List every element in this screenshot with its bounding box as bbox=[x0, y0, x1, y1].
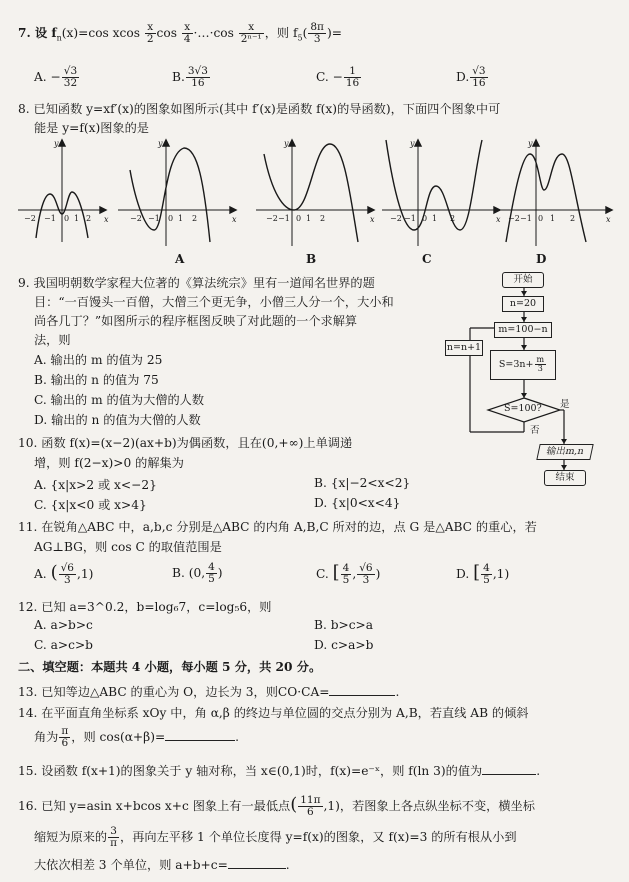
q8-line1: 8. 已知函数 y=xf′(x)的图象如图所示(其中 f′(x)是函数 f(x)的导函数)，下面四个图象中可 bbox=[18, 102, 501, 116]
q11-option-c: C. [ $\frac{4}{5}$ , $\frac{√6}{3}$ ) bbox=[316, 561, 381, 586]
q14-blank bbox=[165, 730, 235, 741]
flowchart-assign-m: m=100−n bbox=[494, 322, 552, 338]
svg-text:x: x bbox=[496, 215, 501, 224]
svg-text:y: y bbox=[284, 139, 289, 148]
q16-line1: 16. 已知 y=asin x+bcos x+c 图象上有一最低点( $\frac{11\pi}{6}$ ,1)，若图象上各点纵坐标不变，横坐标 bbox=[18, 793, 535, 818]
flowchart-init: n=20 bbox=[502, 296, 544, 312]
q8-label-a: A bbox=[175, 252, 185, 266]
svg-text:−1: −1 bbox=[404, 214, 416, 223]
q13-blank bbox=[329, 685, 395, 696]
q8-graph-b bbox=[256, 140, 374, 246]
q7-f5sub: 5 bbox=[297, 33, 303, 43]
svg-text:−1: −1 bbox=[278, 214, 290, 223]
svg-text:0: 0 bbox=[296, 214, 302, 223]
svg-text:−2: −2 bbox=[508, 214, 520, 223]
svg-text:2: 2 bbox=[86, 214, 92, 223]
q9-option-c: C. 输出的 m 的值为大僧的人数 bbox=[34, 393, 205, 407]
q12-option-a: A. a>b>c bbox=[34, 618, 93, 632]
svg-text:y: y bbox=[410, 139, 415, 148]
svg-text:1: 1 bbox=[178, 214, 184, 223]
q7-frac2: $\frac{x}{4}$ bbox=[183, 21, 191, 46]
flowchart-yes: 是 bbox=[560, 399, 570, 410]
svg-text:y: y bbox=[158, 139, 163, 148]
q11-line2: AG⊥BG，则 cos C 的取值范围是 bbox=[34, 540, 222, 554]
q12-option-c: C. a>c>b bbox=[34, 638, 93, 652]
svg-text:−2: −2 bbox=[390, 214, 402, 223]
q7-sub: n bbox=[56, 33, 62, 43]
q7-frac4: $\frac{8\pi}{3}$ bbox=[310, 21, 324, 46]
q14-line2: 角为 $\frac{\pi}{6}$ ，则 cos(α+β)= . bbox=[34, 725, 240, 750]
q11-option-a: A. ( $\frac{√6}{3}$ ,1) bbox=[34, 561, 94, 586]
svg-text:x: x bbox=[606, 215, 611, 224]
svg-text:−1: −1 bbox=[148, 214, 160, 223]
q8-graph-a-curve bbox=[130, 148, 210, 242]
q10-option-d: D. {x|0<x<4} bbox=[314, 496, 401, 510]
q8-label-d: D bbox=[536, 252, 547, 266]
q10-line1: 10. 函数 f(x)=(x−2)(ax+b)为偶函数，且在(0,+∞)上单调递 bbox=[18, 436, 353, 450]
q14-line1: 14. 在平面直角坐标系 xOy 中，角 α,β 的终边与单位圆的交点分别为 A,B，若直线 AB 的倾斜 bbox=[18, 706, 529, 720]
svg-text:2: 2 bbox=[570, 214, 576, 223]
svg-text:x: x bbox=[370, 215, 375, 224]
q13: 13. 已知等边△ABC 的重心为 O，边长为 3，则CO·CA= . bbox=[18, 685, 400, 699]
q9-line2: 目：“一百馒头一百僧，大僧三个更无争，小僧三人分一个，大小和 bbox=[34, 295, 394, 309]
svg-text:2: 2 bbox=[192, 214, 198, 223]
q9-option-d: D. 输出的 n 的值为大僧的人数 bbox=[34, 413, 201, 427]
svg-text:2: 2 bbox=[450, 214, 456, 223]
svg-text:0: 0 bbox=[64, 214, 70, 223]
q7-mid: (x)=cos xcos bbox=[61, 26, 140, 41]
q8-graph-c bbox=[382, 140, 500, 246]
q7-stem: 7. 设 $f_n(x)=\cos$ xcos $\frac{x}{2}$ cos $\frac{x}{4}$ ·…·cos $\frac{x}{\text{2ⁿ⁻¹}}$ ，则 $f_5$( $\frac{8\pi}{3}$ )= bbox=[18, 21, 342, 46]
q8-label-c: C bbox=[422, 252, 432, 266]
section-2-heading: 二、填空题：本题共 4 小题，每小题 5 分，共 20 分。 bbox=[18, 660, 322, 674]
q7-frac3: $\frac{x}{\text{2ⁿ⁻¹}}$ bbox=[240, 21, 262, 46]
q7-f5: ，则 f bbox=[264, 26, 298, 41]
svg-text:1: 1 bbox=[550, 214, 556, 223]
svg-text:y: y bbox=[528, 139, 533, 148]
flowchart-no: 否 bbox=[530, 425, 540, 436]
svg-text:0: 0 bbox=[168, 214, 174, 223]
svg-text:0: 0 bbox=[538, 214, 544, 223]
flowchart-assign-s: S=3n+ $\frac{m}{3}$ bbox=[490, 350, 556, 380]
q7-option-b: B. $\frac{3√3}{16}$ bbox=[172, 65, 208, 90]
flowchart-output: 输出m,n bbox=[536, 444, 593, 460]
svg-text:1: 1 bbox=[432, 214, 438, 223]
q7-frac1: $\frac{x}{2}$ bbox=[146, 21, 154, 46]
q7-option-c: C. − $\frac{1}{16}$ bbox=[316, 65, 360, 90]
svg-text:1: 1 bbox=[74, 214, 80, 223]
q9-line3: 尚各几丁？”如图所示的程序框图反映了对此题的一个求解算 bbox=[34, 314, 358, 328]
svg-text:y: y bbox=[54, 139, 59, 148]
svg-text:0: 0 bbox=[422, 214, 428, 223]
svg-text:1: 1 bbox=[306, 214, 312, 223]
q15-blank bbox=[482, 764, 536, 775]
svg-text:−1: −1 bbox=[44, 214, 56, 223]
q15: 15. 设函数 f(x+1)的图象关于 y 轴对称，当 x∈(0,1)时，f(x)=e⁻ˣ，则 f(ln 3)的值为 . bbox=[18, 764, 541, 778]
q7-option-d: D. $\frac{√3}{16}$ bbox=[456, 65, 486, 90]
q8-line2: 能是 y=f(x)图象的是 bbox=[34, 121, 149, 135]
q12-option-b: B. b>c>a bbox=[314, 618, 374, 632]
svg-text:x: x bbox=[232, 215, 237, 224]
q9-line4: 法，则 bbox=[34, 333, 71, 347]
q16-blank bbox=[228, 858, 286, 869]
svg-text:−2: −2 bbox=[266, 214, 278, 223]
q8-graphs bbox=[14, 134, 614, 252]
q11-option-b: B. (0, $\frac{4}{5}$ ) bbox=[172, 561, 223, 586]
flowchart-incr: n=n+1 bbox=[445, 340, 483, 356]
q8-graph-b-curve bbox=[264, 144, 358, 242]
q8-tick: −2 bbox=[24, 214, 36, 223]
flowchart-start: 开始 bbox=[502, 272, 544, 288]
flowchart-end: 结束 bbox=[544, 470, 586, 486]
svg-text:−1: −1 bbox=[520, 214, 532, 223]
q9-line1: 9. 我国明朝数学家程大位著的《算法统宗》里有一道闻名世界的题 bbox=[18, 276, 375, 290]
q10-line2: 增，则 f(2−x)>0 的解集为 bbox=[34, 456, 184, 470]
svg-text:2: 2 bbox=[320, 214, 326, 223]
q10-option-b: B. {x|−2<x<2} bbox=[314, 476, 411, 490]
q8-given-graph bbox=[18, 140, 106, 242]
q7-option-a: A. − $\frac{√3}{32}$ bbox=[34, 65, 78, 90]
q16-line3: 大依次相差 3 个单位，则 a+b+c= . bbox=[34, 858, 290, 872]
q8-graph-d bbox=[498, 140, 612, 246]
q9-option-a: A. 输出的 m 的值为 25 bbox=[34, 353, 163, 367]
q16-line2: 缩短为原来的 $\frac{3}{\pi}$ ，再向左平移 1 个单位长度得 y=f(x)的图象，又 f(x)=3 的所有根从小到 bbox=[34, 825, 517, 850]
flowchart-cond: S=100? bbox=[504, 403, 542, 414]
q8-graph-d-curve bbox=[506, 154, 586, 242]
q8-graph-a bbox=[118, 140, 236, 246]
q8-label-b: B bbox=[306, 252, 317, 266]
q11-option-d: D. [ $\frac{4}{5}$ ,1) bbox=[456, 561, 510, 586]
q9-option-b: B. 输出的 n 的值为 75 bbox=[34, 373, 159, 387]
q7-prefix: 7. 设 f bbox=[18, 26, 57, 41]
q10-option-a: A. {x|x>2 或 x<−2} bbox=[34, 478, 157, 492]
q10-option-c: C. {x|x<0 或 x>4} bbox=[34, 498, 147, 512]
svg-text:−2: −2 bbox=[130, 214, 142, 223]
q12-option-d: D. c>a>b bbox=[314, 638, 374, 652]
q11-line1: 11. 在锐角△ABC 中，a,b,c 分别是△ABC 的内角 A,B,C 所对的边，点 G 是△ABC 的重心，若 bbox=[18, 520, 537, 534]
svg-text:x: x bbox=[104, 215, 109, 224]
q12-line1: 12. 已知 a=3^0.2，b=log₆7，c=log₅6，则 bbox=[18, 600, 272, 614]
